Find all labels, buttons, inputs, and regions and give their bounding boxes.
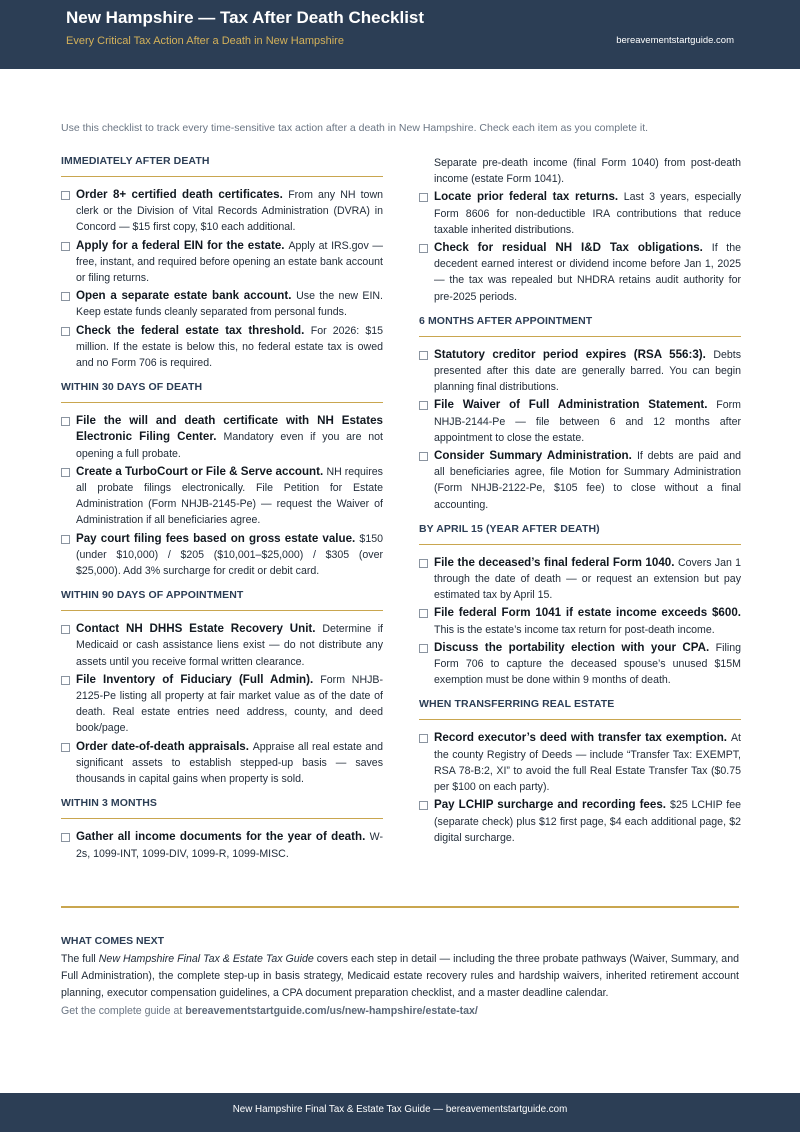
section-title: WHEN TRANSFERRING REAL ESTATE	[419, 698, 741, 720]
section-title: WITHIN 30 DAYS OF DEATH	[61, 381, 383, 403]
item-body: If debts are paid and all beneficiaries agree, file Motion for Summary Administration (Form NHJB-2122-Pe, $105 fee) to close without a final accounting.	[434, 450, 742, 511]
item-lead: Discuss the portability election with your CPA.	[434, 640, 716, 654]
item-lead: Pay LCHIP surcharge and recording fees.	[434, 798, 671, 812]
item-body: For 2026: $15 million. If the estate is below this, no federal estate tax is owed and no Form 706 is required.	[76, 324, 383, 370]
checklist-item	[61, 739, 383, 788]
item-body: W-2s, 1099-INT, 1099-DIV, 1099-R, 1099-MISC.	[76, 831, 383, 860]
section-title: IMMEDIATELY AFTER DEATH	[61, 155, 383, 177]
item-body: Form NHJB-2144-Pe — file between 6 and 12 months after appointment to close the estate.	[434, 399, 741, 444]
checkbox[interactable]	[61, 625, 70, 634]
checkbox[interactable]	[419, 351, 428, 360]
item-lead: Apply for a federal EIN for the estate.	[76, 238, 289, 252]
checkbox[interactable]	[419, 401, 428, 410]
right-column	[419, 155, 741, 848]
next-section-body	[61, 951, 739, 1002]
item-lead: Gather all income documents for the year of death.	[76, 830, 370, 844]
item-body: Use the new EIN. Keep estate funds cleanly separated from personal funds.	[76, 290, 383, 319]
item-lead: File federal Form 1041 if estate income exceeds $600.	[434, 606, 741, 620]
checklist-item	[419, 640, 741, 689]
next-suffix: covers each step in detail — including the three probate pathways (Waiver, Summary, and Full Administration), the complete step-up in basis strategy, Medicaid estate recovery rules and hardship waivers, inherited retirement account planning, executor compensation guidelines, a CPA document preparation checklist, and a master deadline calendar.	[61, 953, 739, 999]
checkbox[interactable]	[419, 734, 428, 743]
checklist-item	[419, 797, 741, 846]
checkbox[interactable]	[61, 327, 70, 336]
checkbox[interactable]	[419, 559, 428, 568]
item-body: Mandatory even if you are not opening a full probate.	[76, 431, 384, 460]
checklist-item	[419, 240, 741, 305]
item-body: Debts presented after this date are generally barred. You can begin planning final distributions.	[434, 348, 741, 394]
link-prefix: Get the complete guide at	[61, 1005, 186, 1017]
item-lead: File Inventory of Fiduciary (Full Admin).	[76, 672, 321, 686]
guide-link[interactable]: bereavementstartguide.com/us/new-hampshire/estate-tax/	[185, 1005, 478, 1017]
item-lead: Record executor’s deed with transfer tax exemption.	[434, 731, 731, 745]
item-body: Form NHJB-2125-Pe listing all property at fair market value as of the date of death. Real estate entries need address, county, and deed book/page.	[76, 673, 384, 735]
checklist-item	[419, 397, 741, 446]
item-lead: Order date-of-death appraisals.	[76, 739, 253, 753]
checklist-item	[419, 347, 741, 396]
checkbox[interactable]	[61, 417, 70, 426]
item-continuation: Separate pre-death income (final Form 1040) from post-death income (estate Form 1041).	[434, 157, 741, 186]
header-site-link[interactable]: bereavementstartguide.com	[616, 35, 734, 46]
checklist-item	[61, 187, 383, 236]
checkbox[interactable]	[61, 468, 70, 477]
checklist-item	[419, 730, 741, 795]
item-body: Appraise all real estate and significant assets to establish stepped-up basis — saves thousands in capital gains when property is sold.	[76, 740, 383, 786]
checkbox[interactable]	[61, 535, 70, 544]
next-section-title: WHAT COMES NEXT	[61, 935, 165, 947]
footer-text: New Hampshire Final Tax & Estate Tax Guide — bereavementstartguide.com	[232, 1104, 568, 1115]
checklist-item	[61, 621, 383, 670]
section-divider	[61, 906, 739, 908]
next-prefix: The full	[61, 953, 99, 965]
checkbox[interactable]	[419, 452, 428, 461]
checkbox[interactable]	[419, 193, 428, 202]
checkbox[interactable]	[61, 292, 70, 301]
item-body: From any NH town clerk or the Division of Vital Records Administration (DVRA) in Concord — $15 first copy, $10 each additional.	[76, 189, 383, 234]
checklist-item	[61, 288, 383, 320]
item-lead: Locate prior federal tax returns.	[434, 190, 624, 204]
item-lead: Check the federal estate tax threshold.	[76, 323, 311, 337]
item-lead: Contact NH DHHS Estate Recovery Unit.	[76, 622, 323, 636]
item-lead: Pay court filing fees based on gross estate value.	[76, 531, 360, 545]
item-lead: File the deceased’s final federal Form 1040.	[434, 555, 678, 569]
section-title: WITHIN 90 DAYS OF APPOINTMENT	[61, 589, 383, 611]
item-lead: Check for residual NH I&D Tax obligations.	[434, 241, 712, 255]
page-footer	[0, 1093, 800, 1132]
checkbox[interactable]	[61, 242, 70, 251]
item-lead: Statutory creditor period expires (RSA 556:3).	[434, 347, 714, 361]
checkbox[interactable]	[61, 191, 70, 200]
item-body: NH requires all probate filings electronically. File Petition for Estate Administration (Form NHJB-2145-Pe) — request the Waiver of Administration if all beneficiaries agree.	[76, 465, 383, 527]
item-body: This is the estate’s income tax return for post-death income.	[434, 623, 715, 636]
page-subtitle: Every Critical Tax Action After a Death in New Hampshire	[66, 35, 344, 47]
item-lead: Order 8+ certified death certificates.	[76, 188, 289, 201]
left-column	[61, 155, 383, 864]
item-body: $25 LCHIP fee (separate check) plus $12 first page, $4 each additional page, $2 digital surcharge.	[434, 799, 741, 844]
checklist-item	[419, 605, 741, 637]
checkbox[interactable]	[419, 801, 428, 810]
item-lead: File Waiver of Full Administration Statement.	[434, 398, 717, 412]
page-title: New Hampshire — Tax After Death Checklist	[66, 8, 425, 27]
item-body: Determine if Medicaid or cash assistance liens exist — do not distribute any assets until you receive formal written clearance.	[76, 623, 383, 668]
checkbox[interactable]	[419, 244, 428, 253]
checklist-item	[61, 238, 383, 287]
item-body: Apply at IRS.gov — free, instant, and required before opening an estate bank account or filing returns.	[76, 239, 383, 285]
item-body: Covers Jan 1 through the date of death — or request an extension but pay estimated tax by April 15.	[434, 556, 741, 602]
item-lead: Create a TurboCourt or File & Serve account.	[76, 464, 327, 478]
item-lead: File the will and death certificate with NH Estates Electronic Filing Center.	[76, 414, 383, 444]
item-lead: Open a separate estate bank account.	[76, 289, 297, 303]
checklist-item	[61, 413, 383, 462]
item-body: At the county Registry of Deeds — include “Transfer Tax: EXEMPT, RSA 78-B:2, XI” to avoid the full Real Estate Transfer Tax ($0.75 per $100 on each party).	[434, 732, 741, 794]
guide-name: New Hampshire Final Tax & Estate Tax Guide	[98, 953, 314, 965]
checkbox[interactable]	[61, 676, 70, 685]
checkbox[interactable]	[419, 609, 428, 618]
checkbox[interactable]	[61, 743, 70, 752]
checklist-item	[419, 448, 741, 513]
guide-link-line	[61, 1005, 478, 1017]
checklist-item	[61, 829, 383, 861]
page-header	[0, 0, 800, 69]
item-body: If the decedent earned interest or dividend income before Jan 1, 2025 — the tax was repealed but NHDRA retains audit authority for pre-2025 periods.	[434, 242, 741, 303]
section-title: 6 MONTHS AFTER APPOINTMENT	[419, 315, 741, 337]
checklist-item	[61, 464, 383, 529]
checkbox[interactable]	[61, 833, 70, 842]
item-lead: Consider Summary Administration.	[434, 449, 637, 463]
checkbox[interactable]	[419, 644, 428, 653]
intro-text: Use this checklist to track every time-sensitive tax action after a death in New Hampshire. Check each item as you complete it.	[61, 122, 649, 134]
section-title: BY APRIL 15 (YEAR AFTER DEATH)	[419, 523, 741, 545]
checklist-item	[419, 555, 741, 604]
checklist-item	[61, 531, 383, 580]
checklist-item	[419, 189, 741, 238]
item-body: $150 (under $10,000) / $205 ($10,001–$25,000) / $305 (over $25,000). Add 3% surcharge for credit or debit card.	[76, 532, 383, 578]
item-body: Filing Form 706 to capture the deceased spouse’s unused $15M exemption must be done within 9 months of death.	[434, 641, 741, 687]
checklist-item	[61, 672, 383, 737]
item-body: Last 3 years, especially Form 8606 for non-deductible IRA contributions that reduce taxable inherited distributions.	[434, 191, 741, 236]
checklist-item	[61, 323, 383, 372]
section-title: WITHIN 3 MONTHS	[61, 797, 383, 819]
